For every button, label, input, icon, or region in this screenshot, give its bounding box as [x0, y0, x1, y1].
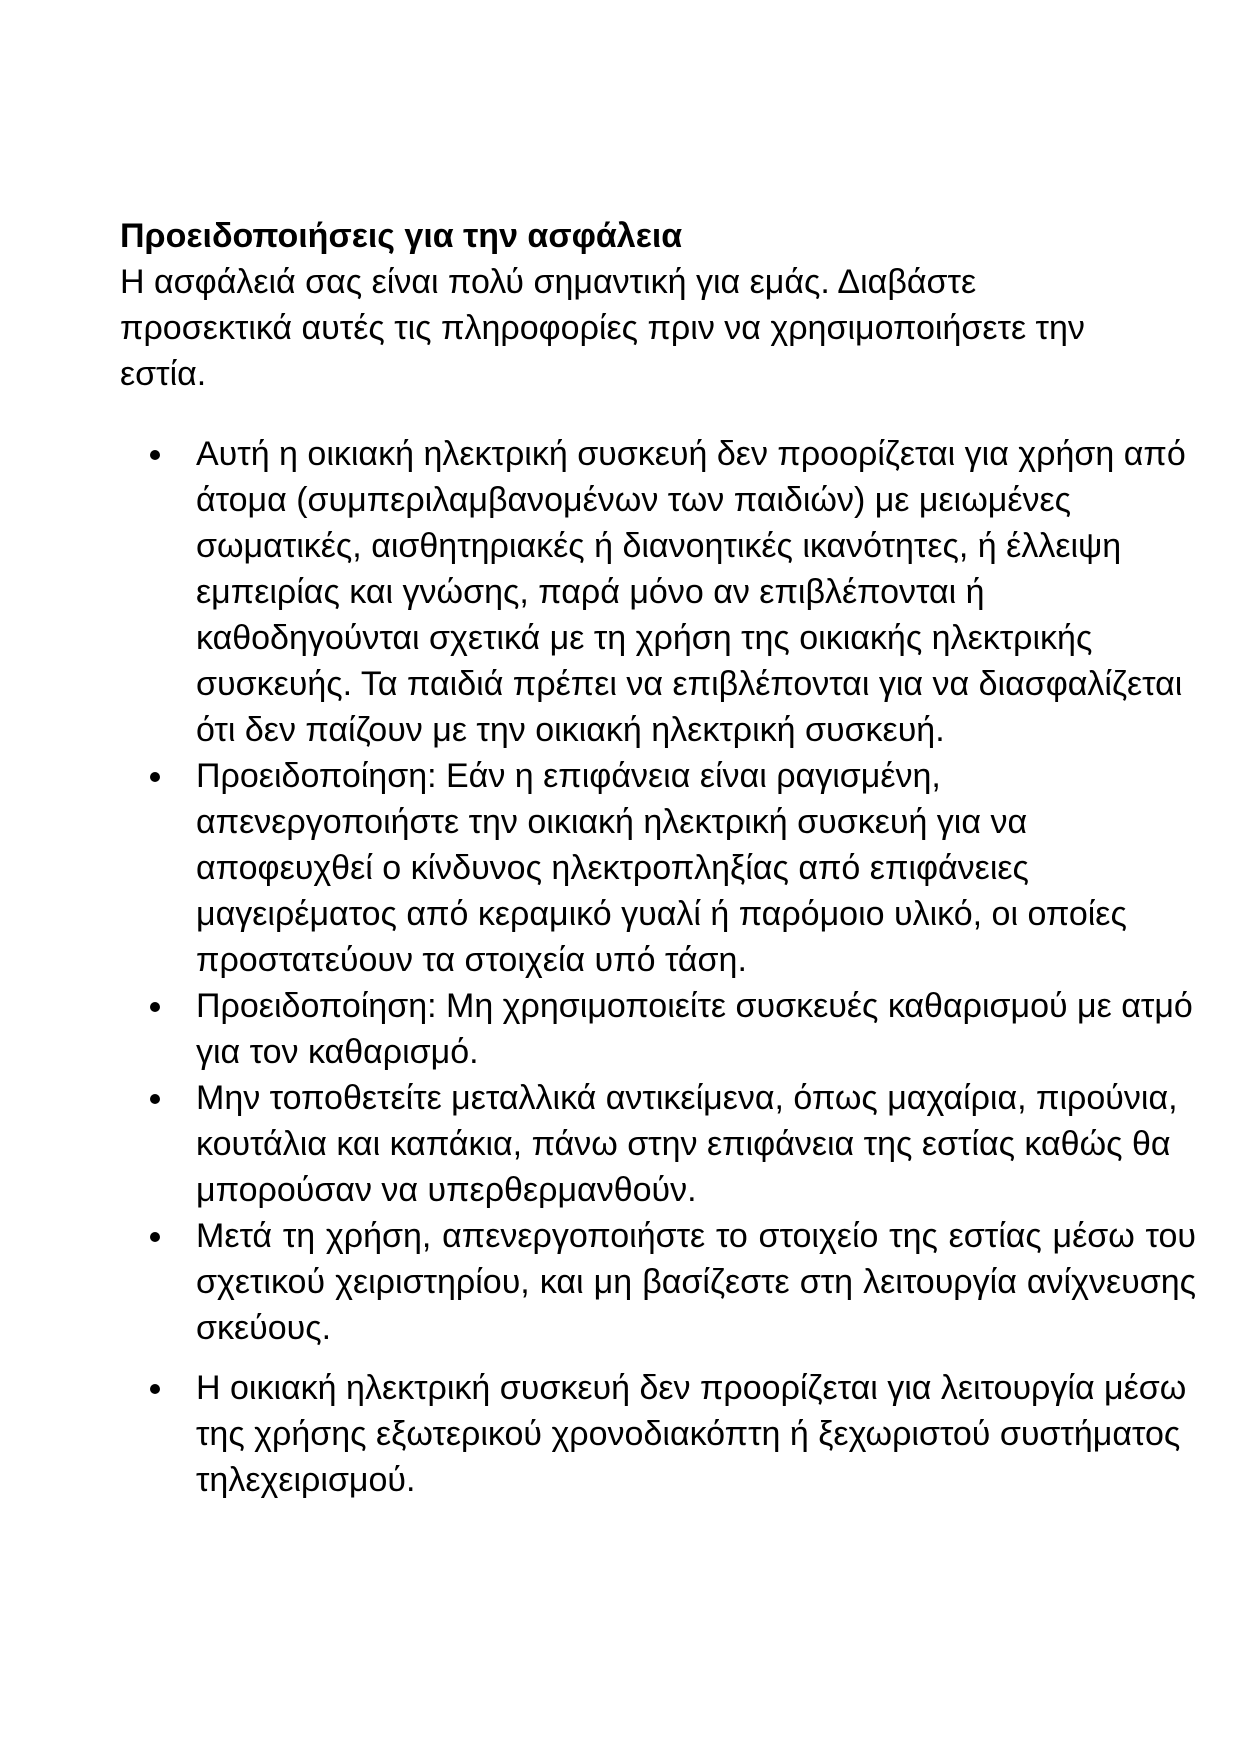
list-item — [120, 1075, 1196, 1213]
list-item — [120, 431, 1196, 753]
safety-warnings-list — [120, 431, 1196, 1503]
document-page — [120, 213, 1196, 1503]
list-item — [120, 753, 1196, 983]
list-item-text: Προειδοποίηση: Μη χρησιμοποιείτε συσκευές καθαρισμού με ατμό για τον καθαρισμό. — [196, 987, 1193, 1071]
list-item-text: Αυτή η οικιακή ηλεκτρική συσκευή δεν προορίζεται για χρήση από άτομα (συμπεριλαμβανομένων των παιδιών) με μειωμένες σωματικές, αισθητηριακές ή διανοητικές ικανότητες, ή έλλειψη εμπειρίας και γνώσης, παρά μόνο αν επιβλέπονται ή καθοδηγούνται σχετικά με τη χρήση της οικιακής ηλεκτρικής συσκευής. Τα παιδιά πρέπει να επιβλέπονται για να διασφαλίζεται ότι δεν παίζουν με την οικιακή ηλεκτρική συσκευή. — [196, 435, 1186, 749]
bullet-icon — [150, 772, 160, 782]
list-item-text: Η οικιακή ηλεκτρική συσκευή δεν προορίζεται για λειτουργία μέσω της χρήσης εξωτερικού χρονοδιακόπτη ή ξεχωριστού συστήματος τηλεχειρισμού. — [196, 1369, 1187, 1499]
bullet-icon — [150, 1094, 160, 1104]
list-item — [120, 1213, 1196, 1351]
bullet-icon — [150, 450, 160, 460]
bullet-icon — [150, 1002, 160, 1012]
bullet-icon — [150, 1232, 160, 1242]
list-item — [120, 983, 1196, 1075]
list-item-text: Προειδοποίηση: Εάν η επιφάνεια είναι ραγισμένη, απενεργοποιήστε την οικιακή ηλεκτρική συσκευή για να αποφευχθεί ο κίνδυνος ηλεκτροπληξίας από επιφάνειες μαγειρέματος από κεραμικό γυαλί ή παρόμοιο υλικό, οι οποίες προστατεύουν τα στοιχεία υπό τάση. — [196, 757, 1127, 979]
bullet-icon — [150, 1384, 160, 1394]
list-item-text: Μετά τη χρήση, απενεργοποιήστε το στοιχείο της εστίας μέσω του σχετικού χειριστηρίου, και μη βασίζεστε στη λειτουργία ανίχνευσης σκεύους. — [196, 1217, 1196, 1347]
list-item — [120, 1365, 1196, 1503]
section-intro: Η ασφάλειά σας είναι πολύ σημαντική για εμάς. Διαβάστε προσεκτικά αυτές τις πληροφορίες πριν να χρησιμοποιήσετε την εστία. — [120, 263, 1085, 393]
list-item-text: Μην τοποθετείτε μεταλλικά αντικείμενα, όπως μαχαίρια, πιρούνια, κουτάλια και καπάκια, πάνω στην επιφάνεια της εστίας καθώς θα μπορούσαν να υπερθερμανθούν. — [196, 1079, 1178, 1209]
section-title: Προειδοποιήσεις για την ασφάλεια — [120, 217, 683, 255]
